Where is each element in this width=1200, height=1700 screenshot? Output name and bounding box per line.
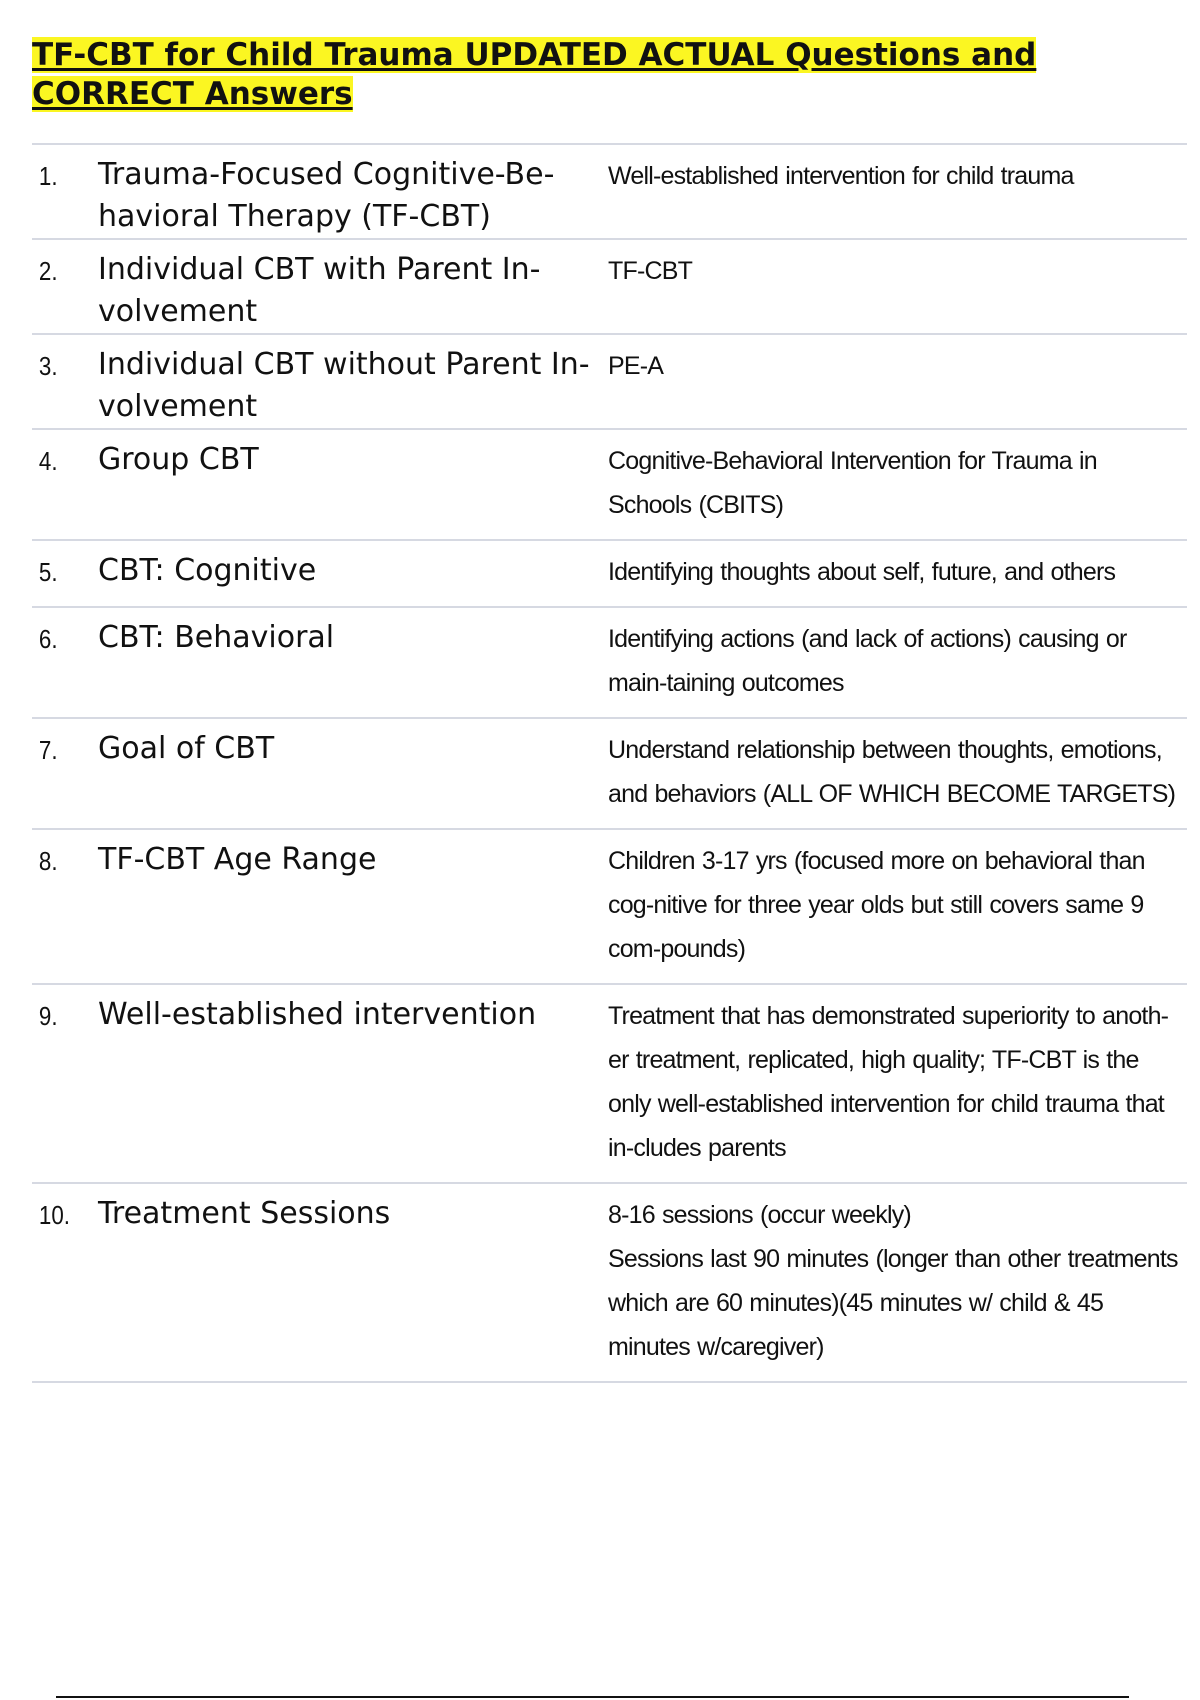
item-definition: Treatment that has demonstrated superiority to anoth-er treatment, replicated, high quality; TF-CBT is the only well-established intervention for child trauma that in-cludes parents [608,1002,1169,1162]
item-number: 8. [38,846,58,876]
item-number: 6. [38,624,58,654]
item-number: 2. [38,256,58,286]
item-number: 1. [38,161,58,191]
document-page [32,36,1187,1383]
item-definition: Identifying actions (and lack of actions) causing or main-taining outcomes [608,625,1127,697]
item-definition: PE-A [608,352,664,380]
item-term: Group CBT [98,442,259,477]
qa-row [32,430,1187,541]
item-definition: Children 3-17 yrs (focused more on behavioral than cog-nitive for three year olds but still covers same 9 com-pounds) [608,847,1145,963]
item-number: 4. [38,446,58,476]
item-definition: Cognitive-Behavioral Intervention for Trauma in Schools (CBITS) [608,447,1097,519]
footer-divider [56,1696,1129,1698]
item-definition: Well-established intervention for child trauma [608,162,1074,190]
item-term: CBT: Behavioral [98,620,335,655]
item-term: Individual CBT with Parent In-volvement [98,252,541,329]
item-term: Goal of CBT [98,731,275,766]
qa-row [32,1184,1187,1383]
item-definition: Understand relationship between thoughts, emotions, and behaviors (ALL OF WHICH BECOME TARGETS) [608,736,1176,808]
qa-row [32,541,1187,608]
item-definition: Identifying thoughts about self, future, and others [608,558,1116,586]
item-term: Treatment Sessions [98,1196,391,1231]
qa-row [32,719,1187,830]
item-number: 3. [38,351,58,381]
title-highlight: TF-CBT for Child Trauma UPDATED ACTUAL Questions and CORRECT Answers [32,37,1037,112]
item-term: Trauma-Focused Cognitive-Be-havioral Therapy (TF-CBT) [98,157,555,234]
item-number: 5. [38,557,58,587]
item-number: 10. [38,1200,70,1230]
item-term: CBT: Cognitive [98,553,317,588]
qa-row [32,985,1187,1184]
item-definition: TF-CBT [608,257,693,285]
qa-table [32,143,1187,1383]
qa-row [32,145,1187,240]
item-definition: 8-16 sessions (occur weekly) Sessions last 90 minutes (longer than other treatments which are 60 minutes)(45 minutes w/ child & 45 minutes w/caregiver) [608,1201,1178,1361]
qa-row [32,608,1187,719]
item-number: 7. [38,735,58,765]
item-term: Individual CBT without Parent In-volvement [98,347,590,424]
page-title [32,36,1187,114]
item-term: TF-CBT Age Range [98,842,377,877]
item-term: Well-established intervention [98,997,537,1032]
qa-row [32,830,1187,985]
qa-row [32,335,1187,430]
item-number: 9. [38,1001,58,1031]
qa-row [32,240,1187,335]
